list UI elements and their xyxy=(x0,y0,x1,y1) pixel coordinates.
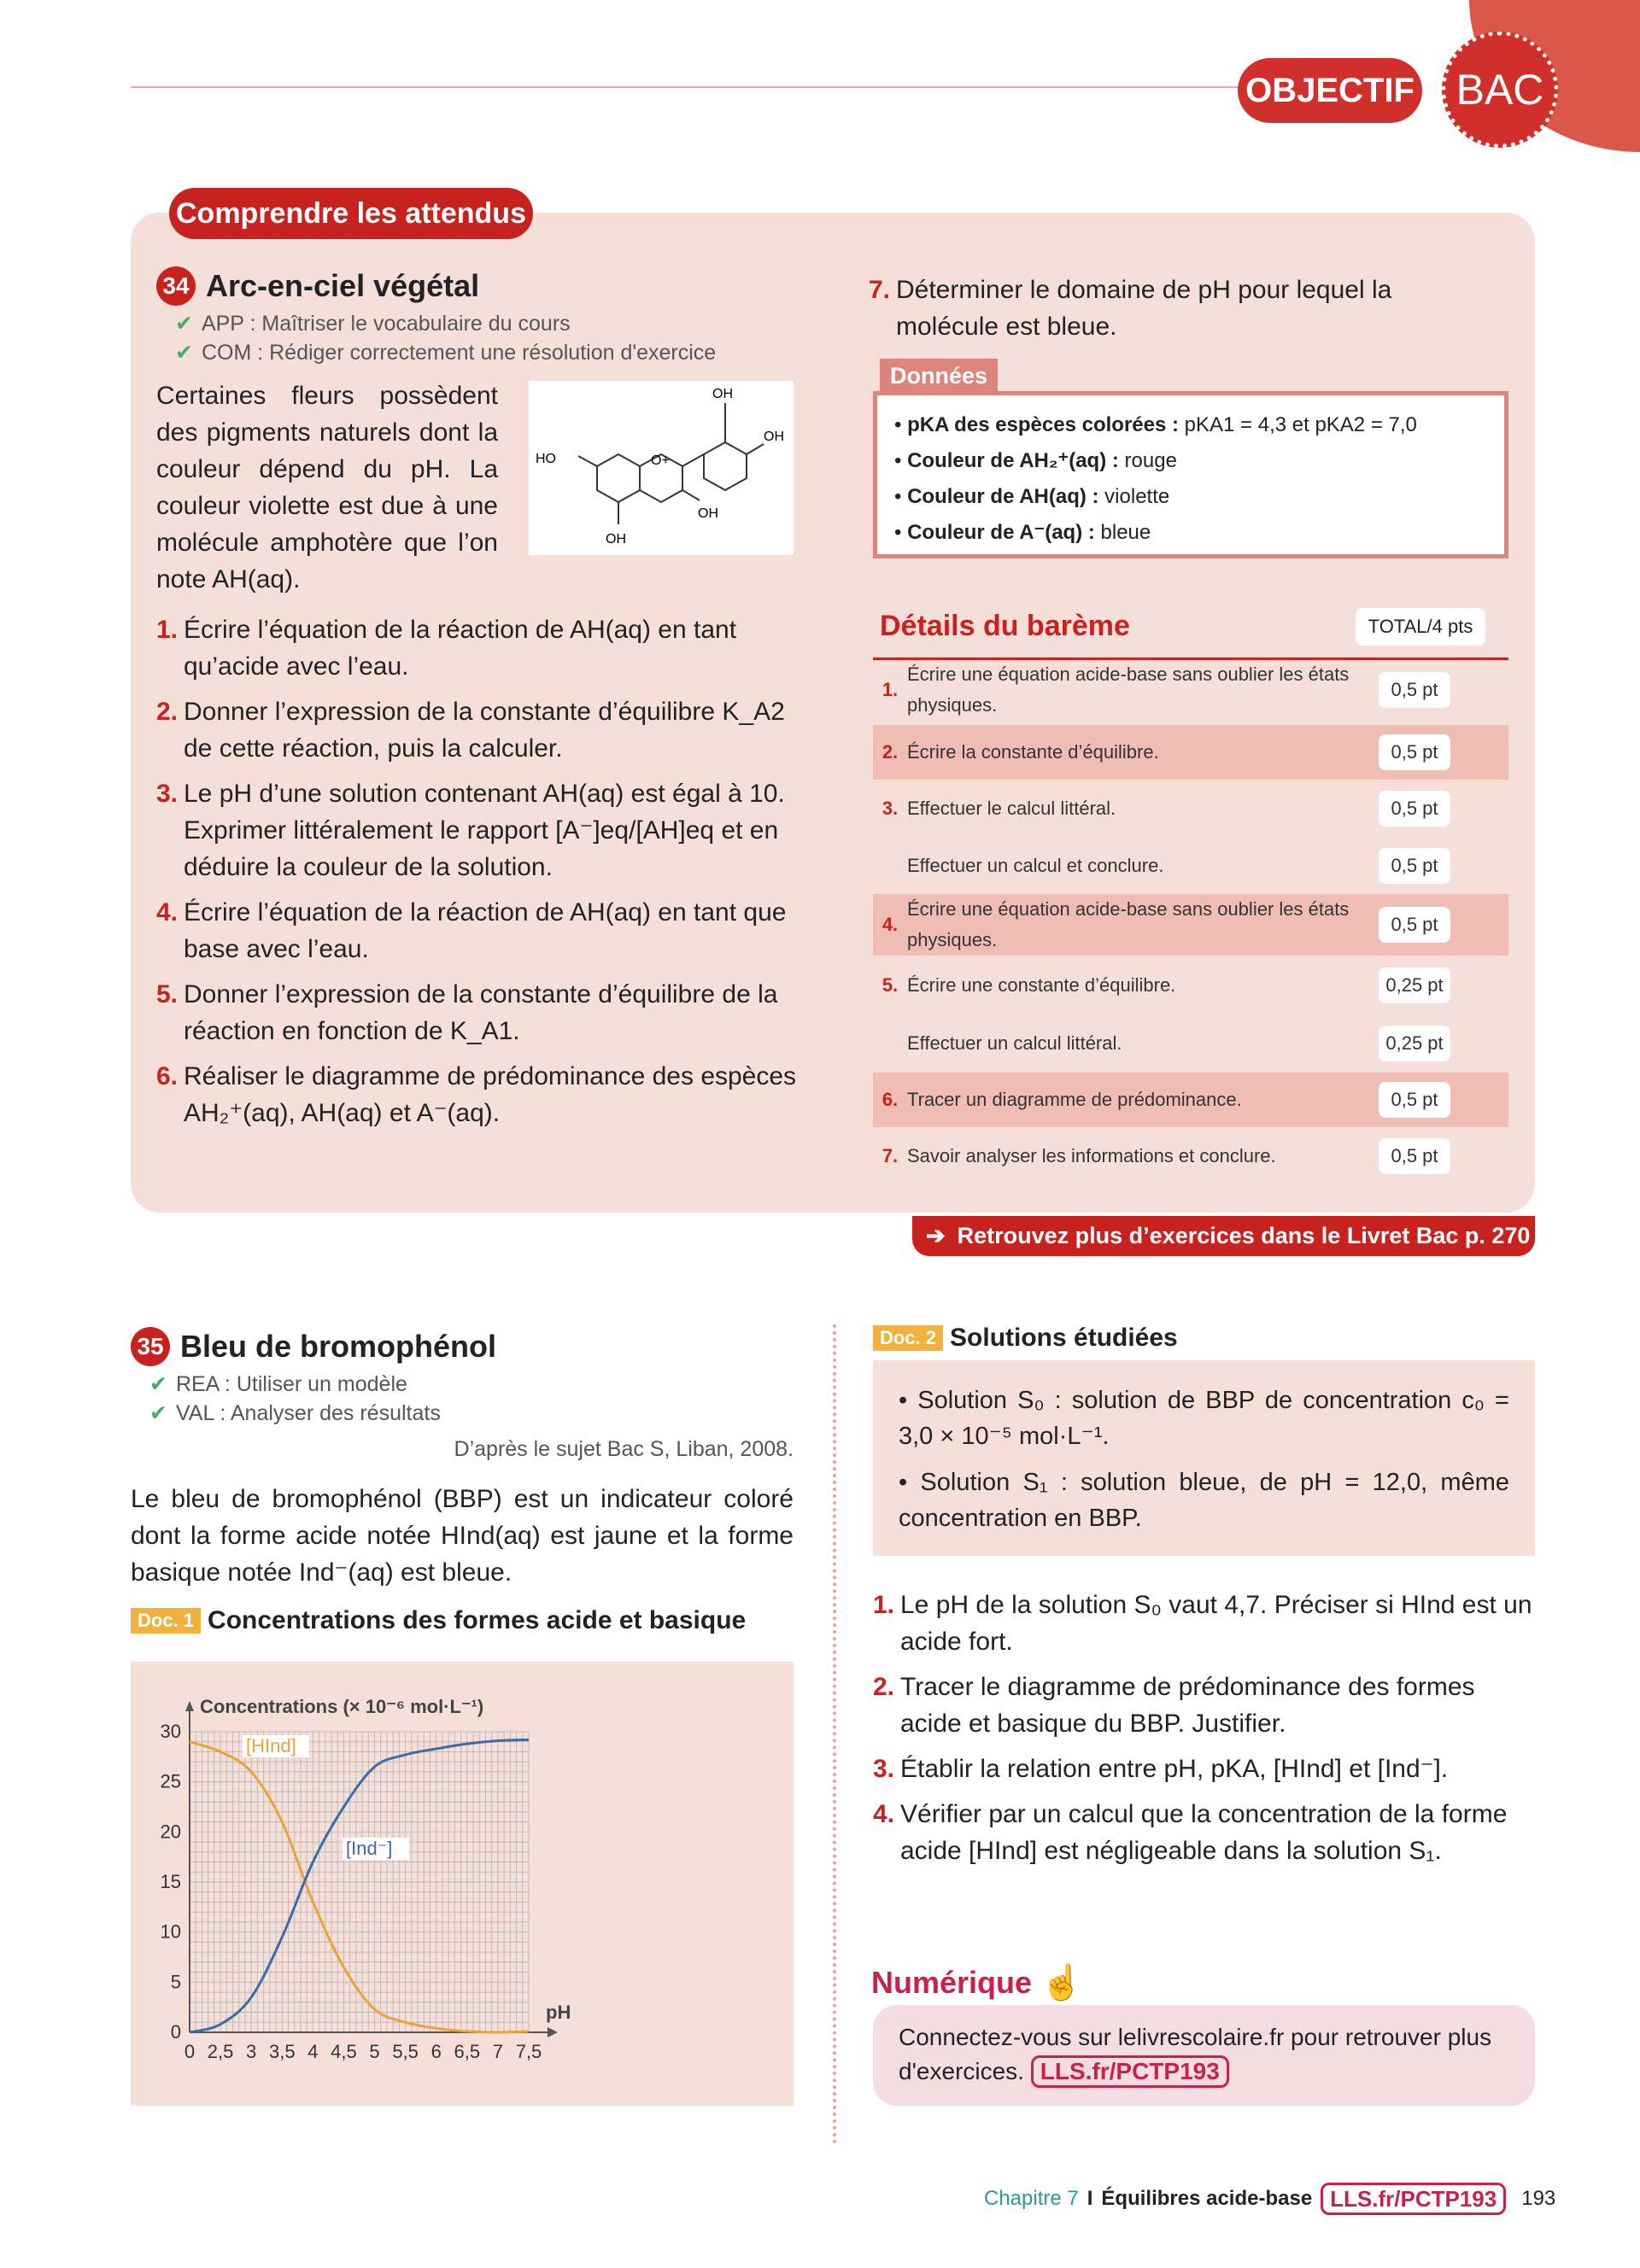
question-list xyxy=(873,1587,1535,1878)
page-number: 193 xyxy=(1521,2187,1556,2210)
row-number: 4. xyxy=(882,914,899,935)
doc-title: Solutions étudiées xyxy=(950,1324,1178,1352)
question-item: 2. Tracer le diagramme de prédominance des formes acide et basique du BBP. Justifier. xyxy=(873,1673,1475,1738)
skill-label: APP : Maîtriser le vocabulaire du cours xyxy=(201,312,571,336)
numerique-box xyxy=(873,2005,1535,2106)
bareme-row xyxy=(873,658,1508,722)
exercise-35-header xyxy=(131,1327,794,1366)
question-item: 2. Donner l’expression de la constante d’équilibre K_A2 de cette réaction, puis la calculer. xyxy=(156,698,785,763)
molecule-label: HO xyxy=(536,452,556,466)
row-label: Effectuer un calcul et conclure. xyxy=(907,855,1164,876)
question-item: 4. Vérifier par un calcul que la concentration de la forme acide [HInd] est négligeable dans la solution S₁. xyxy=(873,1800,1508,1865)
numerique-header xyxy=(871,1962,1083,2002)
row-label: Effectuer le calcul littéral. xyxy=(907,798,1116,819)
row-label: Effectuer un calcul littéral. xyxy=(907,1032,1122,1054)
row-points: 0,5 pt xyxy=(1379,1082,1450,1118)
numerique-title: Numérique xyxy=(871,1964,1033,2000)
footer-separator: I xyxy=(1086,2187,1093,2210)
bareme-row xyxy=(873,781,1508,836)
row-label: Écrire une constante d’équilibre. xyxy=(907,974,1176,996)
bac-seal: BAC xyxy=(1442,32,1558,148)
row-number: 3. xyxy=(882,798,899,819)
numerique-text: Connectez-vous sur lelivrescolaire.fr pour retrouver plus d'exercices. xyxy=(899,2024,1492,2084)
x-tick-label: 2,5 xyxy=(207,2041,234,2062)
numerique-link[interactable]: LLS.fr/PCTP193 xyxy=(1031,2055,1229,2088)
donnee-item: • Couleur de AH(aq) : violette xyxy=(894,485,1170,508)
footer-chapter: Chapitre 7 xyxy=(984,2187,1079,2210)
y-tick-label: 10 xyxy=(160,1920,181,1943)
row-points: 0,25 pt xyxy=(1379,1026,1450,1061)
pointer-hand-icon: ☝ xyxy=(1040,1964,1083,2002)
molecule-structure xyxy=(529,381,794,555)
donnee-item: • Couleur de A⁻(aq) : bleue xyxy=(894,521,1151,544)
exercise-title: Bleu de bromophénol xyxy=(180,1329,497,1364)
y-axis-arrow-icon xyxy=(185,1701,194,1711)
row-number: 1. xyxy=(882,679,899,700)
retrouvez-label: Retrouvez plus d’exercices dans le Livret Bac p. 270 xyxy=(957,1223,1531,1248)
exercise-number: 35 xyxy=(131,1327,170,1366)
bareme-total: TOTAL/4 pts xyxy=(1356,608,1485,646)
y-tick-label: 5 xyxy=(170,1971,181,1993)
retrouvez-link[interactable] xyxy=(912,1216,1535,1256)
bareme-title: Détails du barème xyxy=(880,610,1130,642)
x-tick-label: 5 xyxy=(369,2041,380,2062)
objectif-badge: OBJECTIF xyxy=(1238,58,1422,123)
footer-link[interactable]: LLS.fr/PCTP193 xyxy=(1321,2183,1506,2215)
row-points: 0,5 pt xyxy=(1379,1138,1450,1174)
skill-item: ✔ REA : Utiliser un modèle xyxy=(149,1372,407,1396)
molecule-label: OH xyxy=(712,387,733,401)
question-item: 3. Établir la relation entre pH, pKA, [HInd] et [Ind⁻]. xyxy=(873,1755,1449,1783)
question-item: 1. Écrire l’équation de la réaction de AH(aq) en tant qu’acide avec l’eau. xyxy=(156,616,737,681)
donnees-box xyxy=(873,391,1508,558)
row-label: Écrire une équation acide-base sans oublier les états physiques. xyxy=(907,898,1350,950)
donnees-tab: Données xyxy=(880,359,998,393)
row-label: Écrire la constante d’équilibre. xyxy=(907,741,1159,763)
x-tick-label: 5,5 xyxy=(392,2041,419,2062)
bareme-row xyxy=(873,839,1508,893)
exercise-title: Arc-en-ciel végétal xyxy=(206,268,480,303)
doc2-item: • Solution S₀ : solution de BBP de concentration c₀ = 3,0 × 10⁻⁵ mol·L⁻¹. xyxy=(899,1387,1509,1450)
row-label: Savoir analyser les informations et conclure. xyxy=(907,1145,1276,1166)
exercise-intro: Le bleu de bromophénol (BBP) est un indicateur coloré dont la forme acide notée HInd(aq) est jaune et la forme basique notée Ind⁻(aq) est bleue. xyxy=(131,1485,794,1587)
row-points: 0,5 pt xyxy=(1379,907,1450,943)
y-tick-label: 0 xyxy=(170,2021,181,2043)
y-tick-label: 20 xyxy=(160,1821,181,1843)
x-tick-label: 7,5 xyxy=(515,2041,542,2062)
x-axis-arrow-icon xyxy=(548,2027,558,2037)
row-label: Écrire une équation acide-base sans oublier les états physiques. xyxy=(907,663,1350,716)
question-item: 6. Réaliser le diagramme de prédominance des espèces AH₂⁺(aq), AH(aq) et A⁻(aq). xyxy=(156,1062,797,1127)
row-number: 7. xyxy=(882,1145,899,1166)
check-icon: ✔ xyxy=(175,312,193,336)
bareme-row xyxy=(873,1073,1508,1127)
section-label: Comprendre les attendus xyxy=(169,188,533,239)
y-tick-label: 30 xyxy=(160,1721,181,1742)
question-list xyxy=(156,611,797,1131)
doc2-box xyxy=(873,1360,1535,1556)
skill-item xyxy=(175,338,797,367)
exercise-35-left xyxy=(131,1327,794,1635)
row-number: 6. xyxy=(882,1089,899,1110)
doc1-header xyxy=(131,1606,794,1635)
row-points: 0,5 pt xyxy=(1379,848,1450,884)
series-label: [HInd] xyxy=(246,1735,296,1757)
series-line xyxy=(190,1739,529,2032)
skill-label: COM : Rédiger correctement une résolution d'exercice xyxy=(201,341,717,365)
arrow-right-icon: ➔ xyxy=(926,1223,946,1248)
column-separator xyxy=(833,1324,836,2144)
x-tick-label: 0 xyxy=(184,2041,196,2062)
x-tick-label: 4,5 xyxy=(331,2041,357,2062)
doc2-header xyxy=(873,1324,1178,1353)
doc2-item: • Solution S₁ : solution bleue, de pH = 12,0, même concentration en BBP. xyxy=(899,1469,1509,1532)
doc-tag: Doc. 1 xyxy=(131,1608,201,1634)
question-item: 5. Donner l’expression de la constante d’équilibre de la réaction en fonction de K_A1. xyxy=(156,980,778,1045)
x-tick-label: 6 xyxy=(430,2041,442,2062)
molecule-label: OH xyxy=(698,506,718,521)
doc-tag: Doc. 2 xyxy=(873,1325,943,1351)
footer-title: Équilibres acide-base xyxy=(1101,2187,1313,2210)
molecule-label: OH xyxy=(606,532,626,547)
series-label: [Ind⁻] xyxy=(346,1838,393,1859)
check-icon: ✔ xyxy=(149,1401,167,1425)
check-icon: ✔ xyxy=(175,341,193,365)
row-label: Tracer un diagramme de prédominance. xyxy=(907,1089,1242,1110)
check-icon: ✔ xyxy=(149,1372,167,1396)
bareme-row xyxy=(873,1016,1508,1071)
exercise-34-left xyxy=(156,266,797,1140)
row-points: 0,5 pt xyxy=(1379,734,1450,770)
y-axis-label: Concentrations (× 10⁻⁶ mol·L⁻¹) xyxy=(200,1696,484,1717)
exercise-intro: Certaines fleurs possèdent des pigments naturels dont la couleur dépend du pH. La couleur violette est due à une molécule amphotère que l’on note AH(aq). xyxy=(156,382,498,593)
bareme-row xyxy=(873,958,1508,1013)
molecule-label: OH xyxy=(764,430,784,444)
question-item: 1. Le pH de la solution S₀ vaut 4,7. Préciser si HInd est un acide fort. xyxy=(873,1591,1532,1656)
donnee-item: • pKA des espèces colorées : pKA1 = 4,3 et pKA2 = 7,0 xyxy=(894,413,1417,436)
skill-item: ✔ VAL : Analyser des résultats xyxy=(149,1401,441,1425)
x-tick-label: 4 xyxy=(308,2041,319,2062)
x-axis-label: pH xyxy=(546,2002,571,2023)
question-item: 3. Le pH d’une solution contenant AH(aq) est égal à 10. Exprimer littéralement le rapport [A⁻]eq/[AH]eq et en déduire la couleur de la solution. xyxy=(156,780,785,881)
row-number: 5. xyxy=(882,974,899,996)
x-tick-label: 3 xyxy=(246,2041,257,2062)
header-rule xyxy=(131,86,1241,88)
skill-item xyxy=(175,309,797,338)
concentration-chart xyxy=(156,1686,767,2080)
bareme-row xyxy=(873,1129,1508,1184)
bareme-row xyxy=(873,894,1508,956)
y-tick-label: 15 xyxy=(160,1871,181,1892)
page-footer xyxy=(984,2183,1555,2215)
bareme-row xyxy=(873,725,1508,780)
x-tick-label: 6,5 xyxy=(454,2041,481,2062)
donnee-item: • Couleur de AH₂⁺(aq) : rouge xyxy=(894,449,1177,472)
exercise-34-header xyxy=(156,266,797,306)
question-item: 7. Déterminer le domaine de pH pour lequel la molécule est bleue. xyxy=(869,276,1392,341)
doc-title: Concentrations des formes acide et basique xyxy=(208,1606,747,1634)
source-note: D’après le sujet Bac S, Liban, 2008. xyxy=(454,1437,794,1461)
molecule-label: O+ xyxy=(651,453,670,468)
row-number: 2. xyxy=(882,741,899,763)
question-item: 4. Écrire l’équation de la réaction de AH(aq) en tant que base avec l’eau. xyxy=(156,898,787,963)
exercise-number: 34 xyxy=(156,266,196,306)
row-points: 0,5 pt xyxy=(1379,791,1450,827)
row-points: 0,25 pt xyxy=(1379,967,1450,1003)
y-tick-label: 25 xyxy=(160,1770,181,1792)
x-tick-label: 3,5 xyxy=(268,2041,296,2062)
x-tick-label: 7 xyxy=(492,2041,504,2062)
row-points: 0,5 pt xyxy=(1379,672,1450,708)
